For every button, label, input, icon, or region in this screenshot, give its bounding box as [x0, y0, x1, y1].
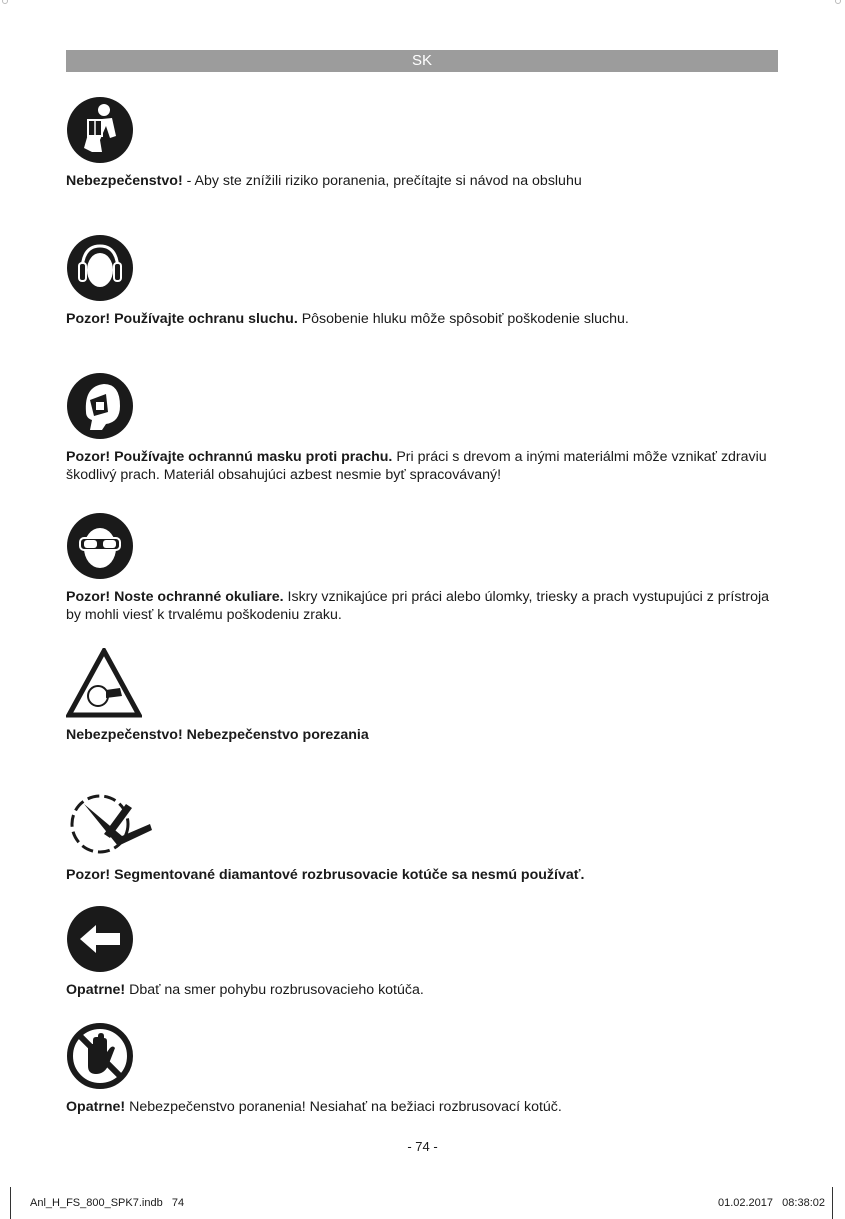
warning-body: Dbať na smer pohybu rozbrusovacieho kotúča.: [125, 982, 424, 998]
direction-arrow-icon: [66, 905, 134, 973]
no-segmented-disc-icon: [66, 790, 156, 858]
warning-strong: Pozor! Segmentované diamantové rozbrusovacie kotúče sa nesmú používať.: [66, 867, 585, 883]
warning-body: Pôsobenie hluku môže spôsobiť poškodenie sluchu.: [297, 311, 629, 327]
footer-crop-mark-right: [832, 1187, 833, 1219]
warning-text: [66, 1098, 778, 1116]
warning-strong: Opatrne!: [66, 1099, 126, 1115]
warning-text: [66, 726, 778, 744]
no-hand-contact-icon: [66, 1022, 134, 1090]
dust-mask-icon: [66, 372, 134, 440]
warning-strong: Pozor! Používajte ochranu sluchu.: [66, 311, 298, 327]
safety-goggles-icon: [66, 512, 134, 580]
warning-body: - Aby ste znížili riziko poranenia, prečítajte si návod na obsluhu: [182, 173, 582, 189]
warning-strong: Nebezpečenstvo!: [66, 173, 183, 189]
warning-strong: Pozor! Noste ochranné okuliare.: [66, 589, 284, 605]
warning-body: Nebezpečenstvo poranenia! Nesiahať na bežiaci rozbrusovací kotúč.: [125, 1099, 562, 1115]
language-code: SK: [411, 52, 432, 69]
warning-text: [66, 588, 778, 624]
language-header-bar: [66, 50, 778, 72]
warning-text: [66, 866, 778, 884]
warning-text: [66, 981, 778, 999]
page-number: - 74 -: [407, 1139, 438, 1154]
hearing-protection-icon: [66, 234, 134, 302]
warning-text: [66, 172, 778, 190]
warning-text: [66, 310, 778, 328]
footer-file-name: Anl_H_FS_800_SPK7.indb 74: [30, 1197, 185, 1209]
warning-text: [66, 448, 778, 484]
footer-crop-mark-left: [10, 1187, 11, 1219]
footer-timestamp: 01.02.2017 08:38:02: [717, 1197, 825, 1209]
warning-strong: Nebezpečenstvo! Nebezpečenstvo porezania: [66, 727, 369, 743]
warning-strong: Pozor! Používajte ochrannú masku proti prachu.: [66, 449, 393, 465]
warning-strong: Opatrne!: [66, 982, 126, 998]
read-manual-icon: [66, 96, 134, 164]
warning-body: Iskry vznikajúce pri práci alebo úlomky, triesky a prach vystupujúci z prístroja by mohli viesť k trvalému poškodeniu zraku.: [66, 589, 770, 623]
cut-hazard-icon: [66, 648, 142, 718]
warning-body: Pri práci s drevom a inými materiálmi môže vznikať zdraviu škodlivý prach. Materiál obsahujúci azbest nesmie byť spracovávaný!: [66, 449, 767, 483]
